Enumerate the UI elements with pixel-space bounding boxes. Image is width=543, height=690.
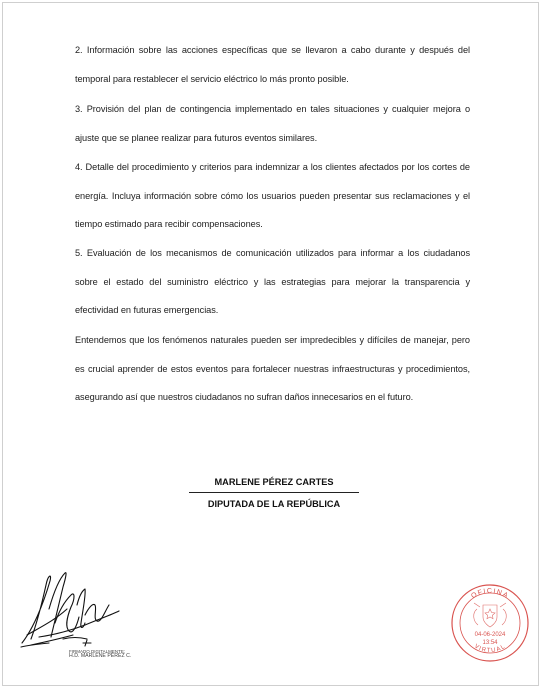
- official-stamp: [450, 583, 530, 663]
- stamp-date: 04-06-2024: [474, 632, 506, 638]
- closing-paragraph: Entendemos que los fenómenos naturales pueden ser impredecibles y difíciles de manejar, pero es crucial aprender de estos eventos para fortalecer nuestras infraestructuras y procedimientos, asegurando así que nuestros ciudadanos no sufran daños innecesarios en el futuro.: [75, 335, 470, 403]
- signature-caption: [69, 649, 131, 659]
- handwritten-signature: [19, 565, 132, 660]
- coat-of-arms-icon: [474, 603, 507, 627]
- stamp-time: 13:54: [482, 640, 498, 646]
- caption-small-text: FIRMADO DIGITALMENTE:: [69, 649, 126, 654]
- stamp-top-text: OFICINA: [470, 588, 510, 601]
- caption-signer-name: H.D. MARLENE PÉREZ C.: [69, 653, 132, 660]
- paragraph-item-3: 3. Provisión del plan de contingencia implementado en tales situaciones y cualquier mejora o ajuste que se planee realizar para futuros eventos similares.: [75, 104, 470, 143]
- signer-role: DIPUTADA DE LA REPÚBLICA: [207, 499, 341, 509]
- paragraph-item-2: 2. Información sobre las acciones específicas que se llevaron a cabo durante y después del temporal para restablecer el servicio eléctrico lo más pronto posible.: [75, 45, 470, 84]
- document-page: [2, 2, 539, 686]
- signer-name: MARLENE PÉREZ CARTES: [189, 477, 359, 493]
- paragraph-item-5: 5. Evaluación de los mecanismos de comunicación utilizados para informar a los ciudadanos sobre el estado del suministro eléctrico y las estrategias para mejorar la transparencia y efectividad en futuras emergencias.: [75, 248, 470, 316]
- paragraph-item-4: 4. Detalle del procedimiento y criterios para indemnizar a los clientes afectados por los cortes de energía. Incluya información sobre cómo los usuarios pueden presentar sus reclamaciones y el tiempo estimado para recibir compensaciones.: [75, 162, 470, 230]
- signature-block: [189, 477, 359, 509]
- stamp-bottom-text: VIRTUAL: [473, 643, 507, 655]
